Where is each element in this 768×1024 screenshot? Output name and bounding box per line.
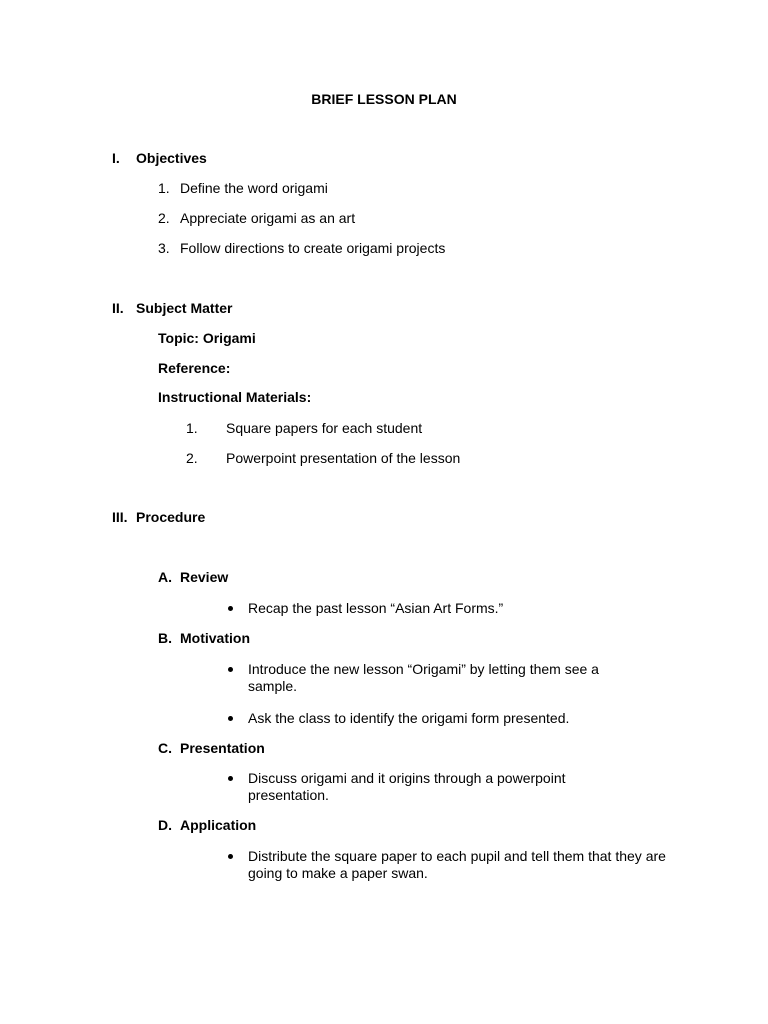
section-letter: A. <box>158 569 172 585</box>
bullet-icon <box>228 854 233 859</box>
objective-number: 2. <box>158 210 170 226</box>
objectives-numeral: I. <box>112 150 120 166</box>
material-number: 1. <box>186 420 198 436</box>
materials-label: Instructional Materials: <box>158 389 312 405</box>
section-heading-review: Review <box>180 569 229 585</box>
objective-item: Define the word origami <box>180 180 328 196</box>
section-letter: B. <box>158 630 172 646</box>
section-letter: D. <box>158 817 172 833</box>
procedure-numeral: III. <box>112 509 128 525</box>
subject-matter-numeral: II. <box>112 300 124 316</box>
bullet-text: Recap the past lesson “Asian Art Forms.” <box>248 600 504 616</box>
material-item: Square papers for each student <box>226 420 423 436</box>
section-heading-application: Application <box>180 817 257 833</box>
objective-number: 1. <box>158 180 170 196</box>
objectives-heading: Objectives <box>136 150 207 166</box>
material-item: Powerpoint presentation of the lesson <box>226 450 461 466</box>
bullet-icon <box>228 667 233 672</box>
section-heading-presentation: Presentation <box>180 740 265 756</box>
section-letter: C. <box>158 740 172 756</box>
topic-label: Topic: Origami <box>158 330 256 346</box>
bullet-icon <box>228 606 233 611</box>
bullet-icon <box>228 776 233 781</box>
section-heading-motivation: Motivation <box>180 630 250 646</box>
objective-item: Follow directions to create origami projects <box>180 240 446 256</box>
objective-item: Appreciate origami as an art <box>180 210 356 226</box>
document-title: BRIEF LESSON PLAN <box>311 91 457 107</box>
reference-label: Reference: <box>158 360 231 376</box>
bullet-text: Ask the class to identify the origami form presented. <box>248 710 570 726</box>
bullet-text: Distribute the square paper to each pupil and tell them that they are going to make a paper swan. <box>248 848 666 881</box>
bullet-icon <box>228 716 233 721</box>
material-number: 2. <box>186 450 198 466</box>
bullet-text: Introduce the new lesson “Origami” by letting them see a sample. <box>248 661 599 694</box>
bullet-text: Discuss origami and it origins through a powerpoint presentation. <box>248 770 566 803</box>
subject-matter-heading: Subject Matter <box>136 300 233 316</box>
procedure-heading: Procedure <box>136 509 206 525</box>
objective-number: 3. <box>158 240 170 256</box>
